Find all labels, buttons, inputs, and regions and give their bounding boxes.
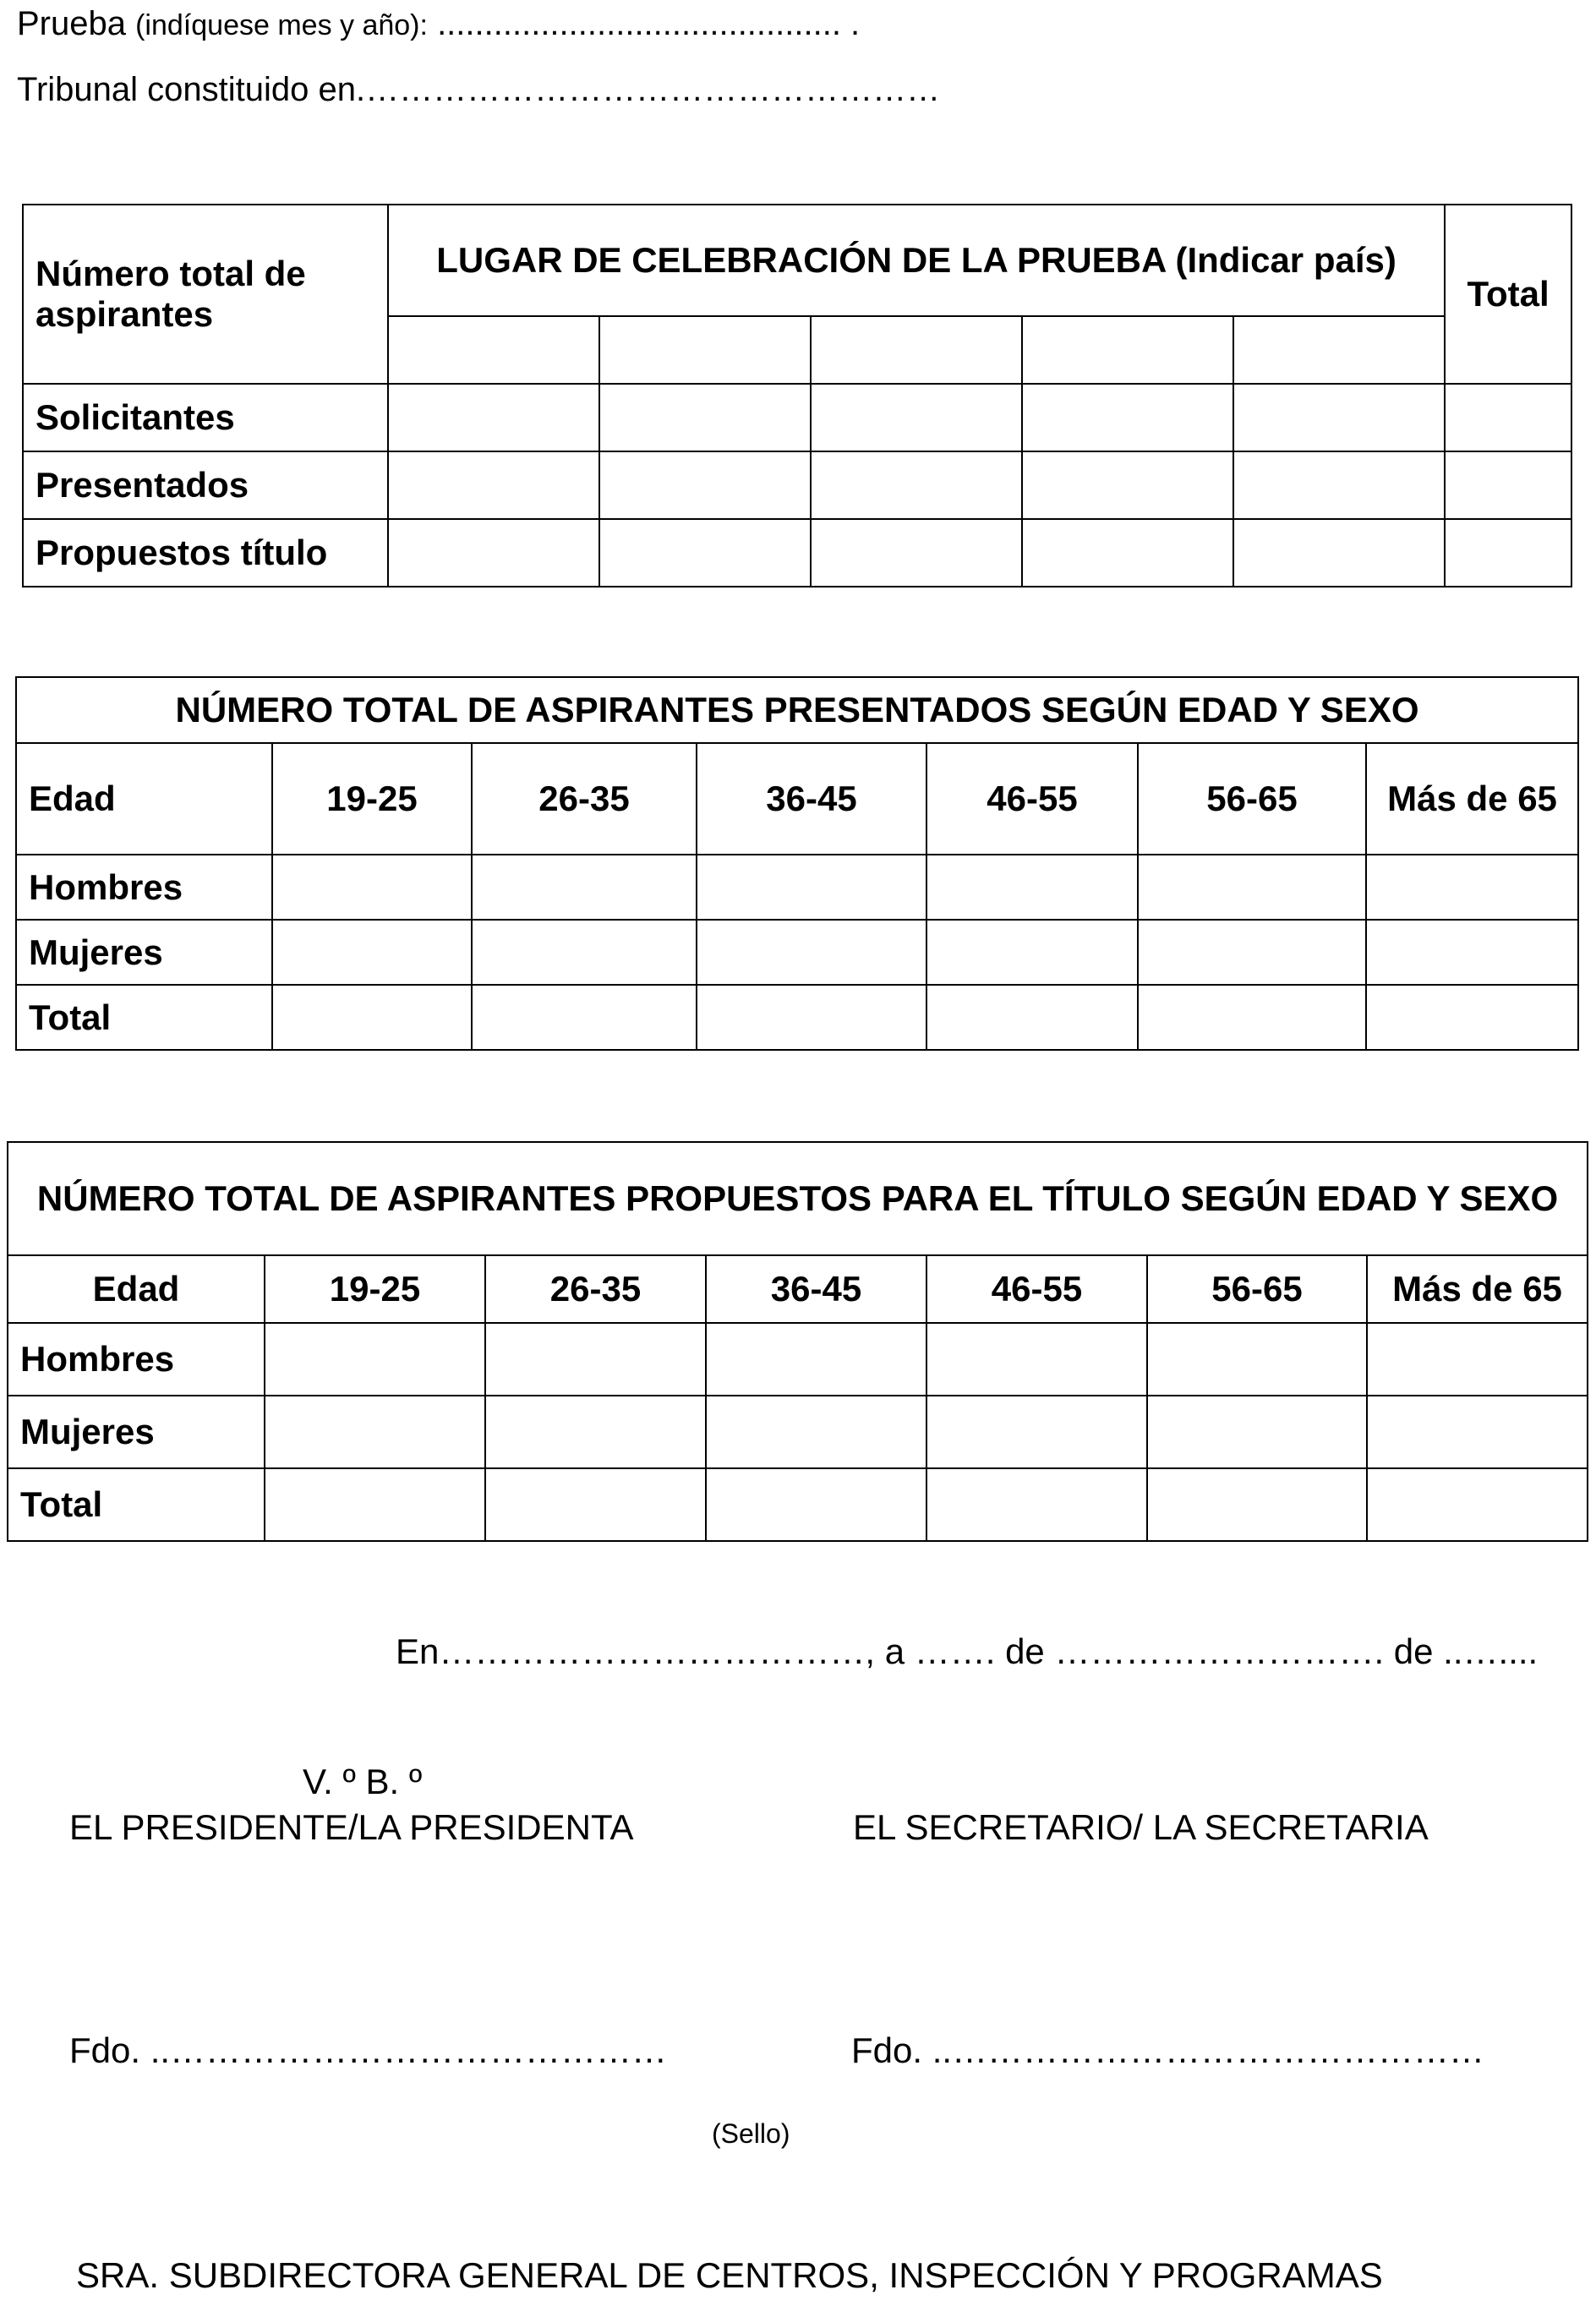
age-range-header: 56-65	[1138, 743, 1366, 855]
age-range-header: 36-45	[706, 1255, 926, 1323]
prueba-label: Prueba	[17, 5, 126, 42]
presentados-edad-sexo-table	[15, 676, 1579, 1051]
data-cell[interactable]	[1366, 855, 1578, 920]
data-cell[interactable]	[272, 985, 472, 1050]
prueba-hint: (indíquese mes y año):	[135, 9, 428, 41]
table-row	[23, 384, 1571, 451]
data-cell[interactable]	[697, 855, 926, 920]
data-cell[interactable]	[272, 920, 472, 985]
data-cell[interactable]	[1147, 1396, 1367, 1468]
data-cell[interactable]	[272, 855, 472, 920]
data-cell[interactable]	[388, 451, 599, 519]
data-cell[interactable]	[265, 1396, 485, 1468]
country-header-cell[interactable]	[811, 316, 1022, 384]
country-header-cell[interactable]	[599, 316, 811, 384]
data-cell[interactable]	[926, 1323, 1147, 1396]
data-cell[interactable]	[388, 384, 599, 451]
data-cell[interactable]	[926, 920, 1138, 985]
data-cell[interactable]	[1367, 1323, 1588, 1396]
data-cell[interactable]	[1138, 920, 1366, 985]
data-cell[interactable]	[811, 384, 1022, 451]
country-header-cell[interactable]	[1022, 316, 1233, 384]
table-row	[16, 920, 1578, 985]
data-cell[interactable]	[1367, 1468, 1588, 1541]
data-cell[interactable]	[485, 1468, 706, 1541]
data-cell[interactable]	[811, 519, 1022, 587]
data-cell[interactable]	[472, 985, 697, 1050]
data-cell[interactable]	[1022, 519, 1233, 587]
table-row	[8, 1323, 1588, 1396]
data-cell[interactable]	[472, 920, 697, 985]
data-cell[interactable]	[485, 1323, 706, 1396]
lugar-celebracion-table	[22, 204, 1572, 587]
data-cell[interactable]	[706, 1323, 926, 1396]
age-range-header: 26-35	[472, 743, 697, 855]
age-range-header: 26-35	[485, 1255, 706, 1323]
age-range-header: 19-25	[265, 1255, 485, 1323]
data-cell[interactable]	[1233, 384, 1445, 451]
data-cell[interactable]	[697, 985, 926, 1050]
age-range-header: Más de 65	[1367, 1255, 1588, 1323]
row-label-hombres: Hombres	[8, 1323, 265, 1396]
data-cell[interactable]	[926, 985, 1138, 1050]
row-label-total: Total	[8, 1468, 265, 1541]
data-cell[interactable]	[926, 1468, 1147, 1541]
row-label-total: Total	[16, 985, 272, 1050]
data-cell[interactable]	[1138, 985, 1366, 1050]
data-cell[interactable]	[388, 519, 599, 587]
data-cell[interactable]	[1367, 1396, 1588, 1468]
data-cell[interactable]	[1233, 519, 1445, 587]
table-row	[23, 519, 1571, 587]
data-cell[interactable]	[1147, 1323, 1367, 1396]
sello-label: (Sello)	[712, 2118, 790, 2149]
table-row	[23, 451, 1571, 519]
data-cell[interactable]	[1138, 855, 1366, 920]
row-label-solicitantes: Solicitantes	[23, 384, 388, 451]
country-header-cell[interactable]	[388, 316, 599, 384]
data-cell[interactable]	[926, 1396, 1147, 1468]
numero-total-header: Número total de aspirantes	[23, 205, 388, 384]
vobo-label: V. º B. º	[303, 1762, 423, 1801]
date-place-line[interactable]: En………………………………, a ……. de ………………………. de ..…....	[396, 1631, 1539, 1671]
table-row	[16, 985, 1578, 1050]
lugar-celebracion-header: LUGAR DE CELEBRACIÓN DE LA PRUEBA (Indicar país)	[388, 205, 1445, 316]
edad-label: Edad	[16, 743, 272, 855]
data-cell[interactable]	[599, 384, 811, 451]
president-label: EL PRESIDENTE/LA PRESIDENTA	[69, 1807, 634, 1847]
data-cell[interactable]	[1022, 384, 1233, 451]
total-header: Total	[1445, 205, 1571, 384]
prueba-fill-field[interactable]: ........................................... .	[427, 5, 861, 42]
total-cell[interactable]	[1445, 384, 1571, 451]
data-cell[interactable]	[485, 1396, 706, 1468]
data-cell[interactable]	[1366, 920, 1578, 985]
total-cell[interactable]	[1445, 451, 1571, 519]
row-label-mujeres: Mujeres	[8, 1396, 265, 1468]
age-range-header: 46-55	[926, 1255, 1147, 1323]
age-range-header: 46-55	[926, 743, 1138, 855]
data-cell[interactable]	[599, 519, 811, 587]
data-cell[interactable]	[1233, 451, 1445, 519]
data-cell[interactable]	[265, 1323, 485, 1396]
row-label-mujeres: Mujeres	[16, 920, 272, 985]
propuestos-title: NÚMERO TOTAL DE ASPIRANTES PROPUESTOS PARA EL TÍTULO SEGÚN EDAD Y SEXO	[8, 1142, 1588, 1255]
data-cell[interactable]	[599, 451, 811, 519]
data-cell[interactable]	[706, 1396, 926, 1468]
table-row	[8, 1396, 1588, 1468]
age-range-header: Más de 65	[1366, 743, 1578, 855]
prueba-line	[17, 5, 860, 43]
tribunal-line[interactable]: Tribunal constituido en.……………………………………………	[17, 71, 941, 108]
age-range-header: 36-45	[697, 743, 926, 855]
propuestos-edad-sexo-table	[7, 1141, 1588, 1542]
total-cell[interactable]	[1445, 519, 1571, 587]
table-row	[8, 1468, 1588, 1541]
country-header-cell[interactable]	[1233, 316, 1445, 384]
table-row	[16, 855, 1578, 920]
presentados-title: NÚMERO TOTAL DE ASPIRANTES PRESENTADOS SEGÚN EDAD Y SEXO	[16, 677, 1578, 743]
edad-label: Edad	[8, 1255, 265, 1323]
secretary-signature-line[interactable]: Fdo. ..………………………………………	[851, 2030, 1485, 2070]
data-cell[interactable]	[1022, 451, 1233, 519]
data-cell[interactable]	[472, 855, 697, 920]
age-range-header: 19-25	[272, 743, 472, 855]
secretary-label: EL SECRETARIO/ LA SECRETARIA	[853, 1807, 1429, 1847]
age-range-header: 56-65	[1147, 1255, 1367, 1323]
row-label-hombres: Hombres	[16, 855, 272, 920]
addressee-footer: SRA. SUBDIRECTORA GENERAL DE CENTROS, INSPECCIÓN Y PROGRAMAS	[76, 2255, 1383, 2295]
row-label-propuestos: Propuestos título	[23, 519, 388, 587]
president-signature-line[interactable]: Fdo. ..……………………………………	[69, 2030, 668, 2070]
data-cell[interactable]	[706, 1468, 926, 1541]
data-cell[interactable]	[1147, 1468, 1367, 1541]
data-cell[interactable]	[1366, 985, 1578, 1050]
data-cell[interactable]	[811, 451, 1022, 519]
data-cell[interactable]	[265, 1468, 485, 1541]
data-cell[interactable]	[697, 920, 926, 985]
data-cell[interactable]	[926, 855, 1138, 920]
row-label-presentados: Presentados	[23, 451, 388, 519]
